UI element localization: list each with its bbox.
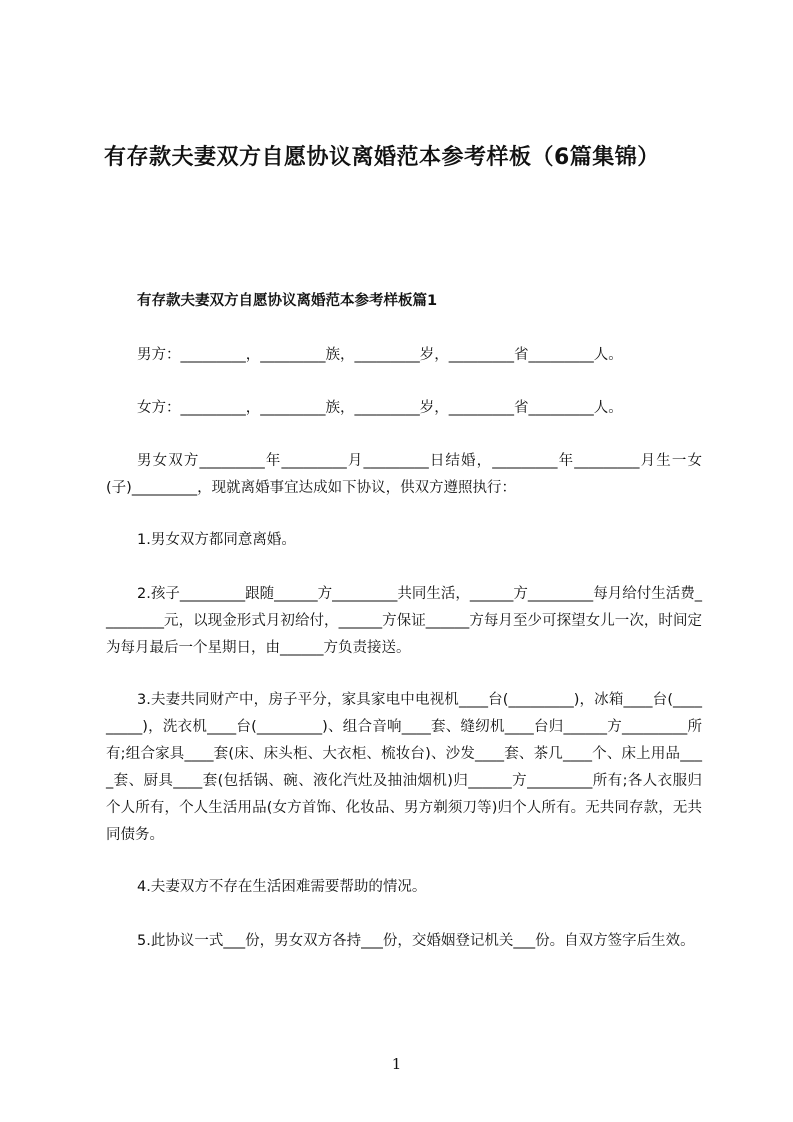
paragraph-male-party: 男方：_________，_________族，_________岁，_________省_________人。 <box>137 347 623 363</box>
page-number: 1 <box>391 1055 402 1073</box>
paragraph-marriage-info: 男女双方_________年_________月_________日结婚，_________年_________月生一女(子)_________，现就离婚事宜达成如下协议，供双方遵照执行： <box>106 453 702 496</box>
section-heading: 有存款夫妻双方自愿协议离婚范本参考样板篇1 <box>137 293 438 309</box>
paragraph-clause-5: 5.此协议一式___份，男女双方各持___份，交婚姻登记机关___份。自双方签字后生效。 <box>137 933 695 949</box>
document-title: 有存款夫妻双方自愿协议离婚范本参考样板（6篇集锦） <box>104 145 660 170</box>
paragraph-clause-3: 3.夫妻共同财产中，房子平分，家具家电中电视机____台(_________)，冰箱____台(_________)，洗衣机____台(_________)、组合音响____套、缝纫机____台归______方_________所有;组合家具____套(床、床头柜、大衣柜、梳妆台)、沙发____套、茶几____个、床上用品____套、厨具____套(包括锅、碗、液化汽灶及抽油烟机)归______方_________所有;各人衣服归个人所有，个人生活用品(女方首饰、化妆品、男方剃须刀等)归个人所有。无共同存款，无共同债务。 <box>106 692 702 843</box>
paragraph-clause-1: 1.男女双方都同意离婚。 <box>137 532 296 548</box>
paragraph-clause-2: 2.孩子_________跟随______方_________共同生活，______方_________每月给付生活费_________元，以现金形式月初给付，______方保证______方每月至少可探望女儿一次，时间定为每月最后一个星期日，由______方负责接送。 <box>106 586 702 656</box>
paragraph-female-party: 女方：_________，_________族，_________岁，_________省_________人。 <box>137 400 623 416</box>
paragraph-clause-4: 4.夫妻双方不存在生活困难需要帮助的情况。 <box>137 879 427 895</box>
